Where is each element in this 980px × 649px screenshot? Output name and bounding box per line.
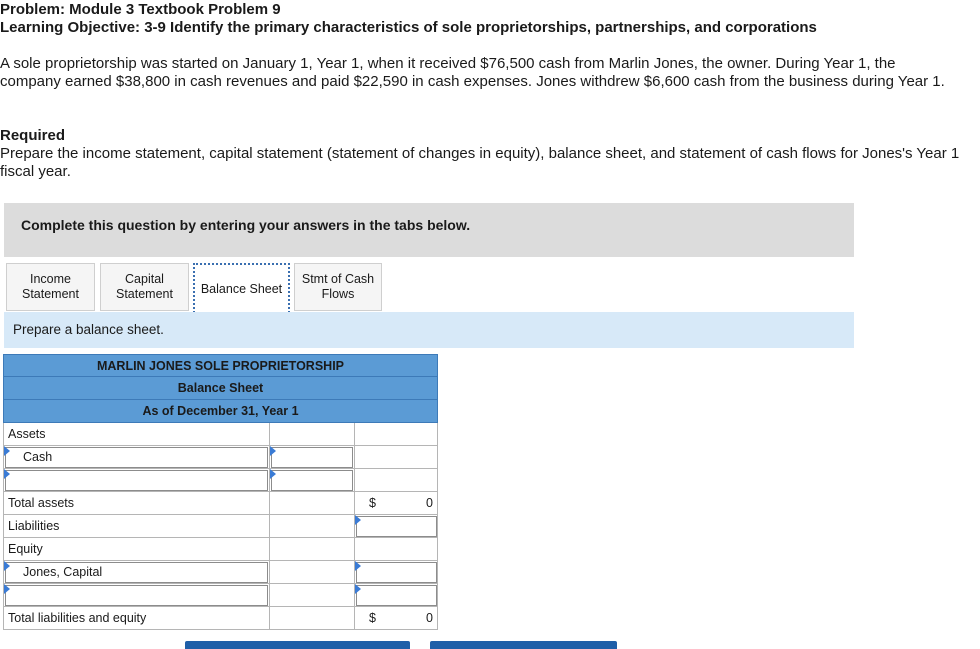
- equity-label-input[interactable]: [5, 585, 268, 606]
- input-marker-icon: [4, 469, 10, 479]
- currency-symbol: $: [369, 611, 376, 625]
- instructions-banner: [4, 203, 854, 257]
- learning-objective: Learning Objective: 3-9 Identify the primary characteristics of sole proprietorships, partnerships, and corporations: [0, 19, 817, 36]
- total-assets-value: [355, 492, 437, 515]
- total-assets-amount: 0: [426, 496, 433, 510]
- cash-label-text: Cash: [23, 450, 53, 464]
- liabilities-label: Liabilities: [4, 515, 270, 538]
- tab-label: Balance Sheet: [200, 281, 283, 296]
- table-row: [3, 469, 438, 492]
- tab-instruction: [4, 312, 854, 348]
- tab-label-line1: Stmt of Cash: [301, 272, 375, 286]
- capital-amount-input[interactable]: [356, 562, 437, 583]
- equity-amount-input[interactable]: [356, 585, 437, 606]
- input-marker-icon: [4, 561, 10, 571]
- total-assets-label: Total assets: [4, 492, 270, 515]
- tab-label-line1: Capital: [125, 272, 164, 286]
- cash-amount-input[interactable]: [271, 447, 353, 468]
- statement-title: Balance Sheet: [3, 377, 438, 400]
- input-marker-icon: [270, 446, 276, 456]
- tab-capital-statement[interactable]: [100, 263, 189, 311]
- tab-label-line2: Flows: [321, 287, 355, 301]
- statement-date: As of December 31, Year 1: [3, 400, 438, 423]
- table-row: [3, 607, 438, 630]
- instructions-banner-text: Complete this question by entering your answers in the tabs below.: [21, 217, 471, 233]
- problem-title: Problem: Module 3 Textbook Problem 9: [0, 1, 281, 18]
- table-row: [3, 584, 438, 607]
- total-liabilities-equity-value: [355, 607, 437, 630]
- table-row: [3, 561, 438, 584]
- tab-instruction-text: Prepare a balance sheet.: [13, 322, 164, 337]
- liabilities-amount-input[interactable]: [356, 516, 437, 537]
- required-heading: Required: [0, 127, 66, 144]
- tab-label-line2: Statement: [116, 287, 173, 301]
- equity-label: Equity: [4, 538, 270, 561]
- input-marker-icon: [355, 561, 361, 571]
- input-marker-icon: [4, 584, 10, 594]
- capital-label-text: Jones, Capital: [23, 565, 103, 579]
- total-liabilities-equity-label: Total liabilities and equity: [4, 607, 270, 630]
- next-tab-button[interactable]: [430, 641, 617, 649]
- input-marker-icon: [4, 446, 10, 456]
- company-name: MARLIN JONES SOLE PROPRIETORSHIP: [3, 354, 438, 377]
- table-row: [3, 446, 438, 469]
- asset-amount-input[interactable]: [271, 470, 353, 491]
- total-liabilities-equity-amount: 0: [426, 611, 433, 625]
- problem-description: A sole proprietorship was started on January 1, Year 1, when it received $76,500 cash from Marlin Jones, the owner. During Year 1, the company earned $38,800 in cash revenues and paid $22,590 in cash expenses. Jones withdrew $6,600 cash from the business during Year 1.: [0, 55, 945, 90]
- cash-label: [4, 446, 270, 469]
- table-row: [3, 538, 438, 561]
- table-row: [3, 423, 438, 446]
- input-marker-icon: [270, 469, 276, 479]
- required-text: Prepare the income statement, capital statement (statement of changes in equity), balance sheet, and statement of cash flows for Jones's Year 1 fiscal year.: [0, 145, 960, 180]
- tab-label-line1: Income: [29, 272, 71, 286]
- input-marker-icon: [355, 584, 361, 594]
- tab-label-line2: Statement: [22, 287, 79, 301]
- table-row: [3, 515, 438, 538]
- input-marker-icon: [355, 515, 361, 525]
- table-row: [3, 492, 438, 515]
- tab-income-statement[interactable]: [6, 263, 95, 311]
- prev-tab-button[interactable]: [185, 641, 410, 649]
- tab-balance-sheet[interactable]: [193, 263, 290, 313]
- balance-sheet-table: [3, 354, 438, 630]
- assets-label: Assets: [4, 423, 270, 446]
- tab-stmt-cash-flows[interactable]: [294, 263, 382, 311]
- currency-symbol: $: [369, 496, 376, 510]
- capital-label: [4, 561, 270, 584]
- asset-label-input[interactable]: [5, 470, 268, 491]
